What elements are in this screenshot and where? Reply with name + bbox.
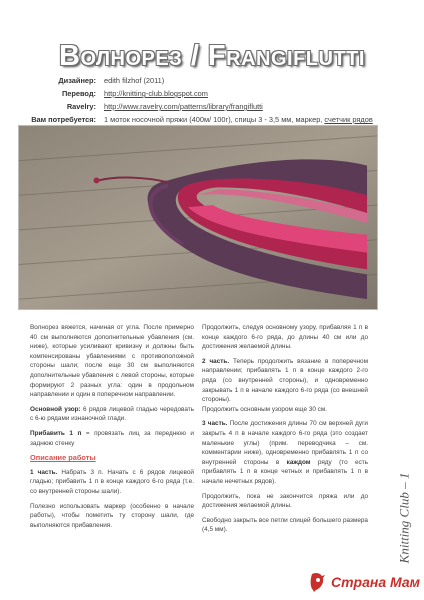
meta-designer [18, 74, 398, 87]
part-3-paragraph [202, 419, 368, 486]
increase-paragraph [30, 429, 194, 448]
column-left [30, 323, 194, 535]
part-3-text-a: После достижения длины 70 см верхней дуги закрыть 4 п в начале каждого 6-го ряда (это создает маленькие углы) (прим. переводчика – см. комментарии ниже), одновременно прибавлять 1 п со внутренней стороны в [202, 420, 368, 466]
increase-label: Прибавить 1 п [30, 429, 82, 437]
continue-paragraph: Продолжить, следуя основному узору, прибавляя 1 п в конце каждого 6-го ряда, до длины 40 см или до достижения желаемой длины. [202, 324, 368, 351]
main-pattern-paragraph [30, 405, 194, 424]
site-watermark [295, 568, 420, 596]
meta-value [104, 100, 398, 113]
shawl-photo [18, 125, 378, 310]
part-1-label: 1 часть. [30, 468, 58, 476]
meta-ravelry [18, 100, 398, 113]
meta-label: Ravelry: [66, 102, 96, 111]
part-2-paragraph [202, 357, 368, 415]
meta-label: Вам потребуется: [31, 115, 96, 124]
row-counter-link[interactable]: счетчик рядов [324, 115, 373, 124]
column-right [202, 323, 368, 540]
part-1-text: Набрать 3 п. Начать с 6 рядов лицевой гладью; прибавить 1 п в конце каждого 6-го ряда (т.е. со внутренней стороны шали). [30, 468, 194, 495]
bind-off-paragraph: Свободно закрыть все петли спицей большего размера (4,5 мм). [202, 516, 368, 534]
page-title: Волнорез / Frangiflutti [59, 40, 365, 72]
knitting-club-label: Knitting Club – 1 [396, 472, 411, 564]
ravelry-link[interactable]: http://www.ravelry.com/patterns/library/frangiflutti [104, 102, 263, 111]
finish-paragraph: Продолжить, пока не закончится пряжа или до достижения желаемой длины. [202, 492, 368, 510]
side-label [384, 448, 424, 588]
watermark-text: Страна Мам [330, 574, 420, 590]
meta-translation [18, 87, 398, 100]
stork-logo-icon [308, 571, 328, 593]
part-2-continue: Продолжить основным узором еще 30 см. [202, 405, 328, 413]
meta-label: Перевод: [61, 89, 96, 98]
pattern-meta [18, 74, 398, 126]
shawl-illustration [19, 126, 377, 309]
translation-link[interactable]: http://knitting-club.blogspot.com [104, 89, 208, 98]
part-3-emphasis: каждом [286, 458, 311, 466]
part-1-paragraph [30, 468, 194, 497]
part-2-text: Теперь продолжить вязание в поперечном направлении; прибавлять 1 п в конце каждого 2-го ряда (со внутренней стороны), и одновременно закрывать 1 п в начале каждого 6-го ряда (со внешней стороны). [202, 357, 369, 404]
part-3-label: 3 часть. [202, 420, 228, 428]
main-pattern-label: Основной узор: [30, 405, 81, 413]
part-2-label: 2 часть. [202, 357, 230, 365]
main-pattern-text: 6 рядов лицевой гладью чередовать с 6-ю рядами изнаночной глади. [30, 405, 195, 423]
intro-paragraph: Волнорез вяжется, начиная от угла. После примерно 40 см выполняются дополнительные убавления (см. ниже), которые усиливают кривизну и должны быть компенсированы убавлениями с противоположной стороны шали; после еще 30 см выполняются дополнительные убавления с левой стороны, которые формируют 2 разных угла: один в продольном направлении и один в поперечном направлении. [30, 324, 194, 399]
section-title: Описание работы [30, 453, 96, 463]
marker-paragraph: Полезно использовать маркер (особенно в начале работы), чтобы пометить ту сторону шали, где выполняются прибавления. [30, 502, 194, 529]
increase-text: = провязать лиц за переднюю и заднюю стенку [30, 429, 194, 447]
meta-value: edith filzhof (2011) [104, 76, 165, 85]
part-3-text-b: ряду (то есть прибавлять 1 п в конце четных и прибавлять 1 п в начале нечетных рядов). [202, 458, 368, 485]
meta-label: Дизайнер: [58, 76, 96, 85]
meta-value [104, 87, 398, 100]
materials-text: 1 моток носочной пряжи (400м/ 100г), спицы 3 - 3,5 мм, маркер, [104, 115, 323, 124]
